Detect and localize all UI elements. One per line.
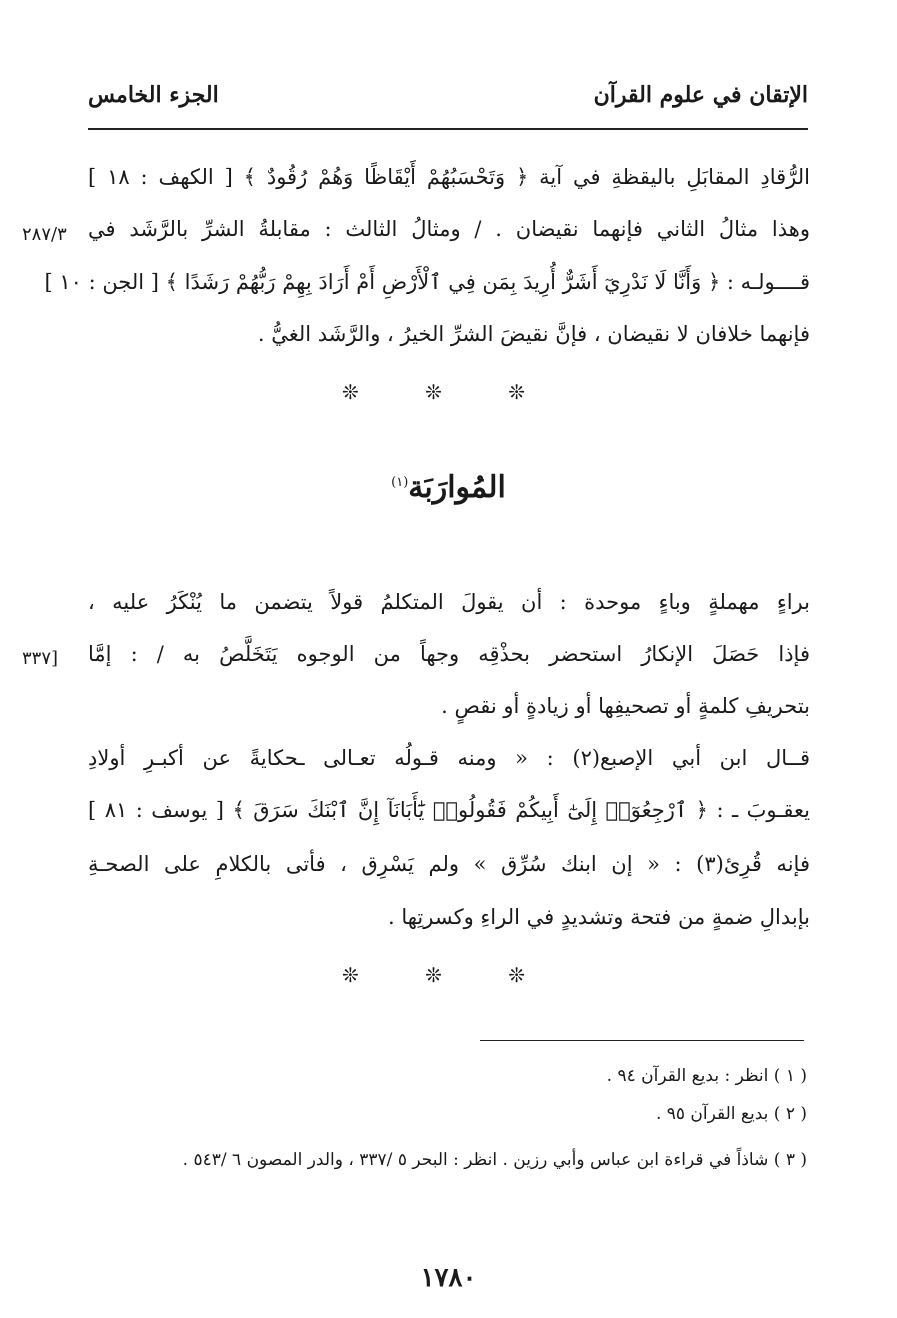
section-title-text: المُوارَبَة [408,470,506,505]
text-line: وهذا مثالُ الثاني فإنهما نقيضان . / ومثالُ الثالث : مقابلةُ الشرِّ بالرَّشَد في [88,217,810,241]
footnote: ( ٢ ) بديع القرآن ٩٥ . [655,1104,807,1124]
text-line: قــال ابن أبي الإصبع(٢) : « ومنه قـولُه تعـالى ـحكايةً عن أكبـرِ أولادِ [88,746,810,770]
section-separator: ❊ ❊ ❊ [342,963,555,987]
text-line: براءٍ مهملةٍ وباءٍ موحدة : أن يقولَ المتكلمُ قولاً يتضمن ما يُنْكَرُ عليه ، [88,590,810,614]
page-number: ١٧٨٠ [420,1263,477,1293]
volume-label: الجزء الخامس [88,82,219,108]
section-title [0,470,897,505]
footnote-rule [480,1040,804,1041]
text-line: فإنه قُرِئ(٣) : « إن ابنك سُرِّق » ولم يَسْرِق ، فأتى بالكلامِ على الصحـةِ [88,852,810,876]
section-separator: ❊ ❊ ❊ [342,380,555,404]
text-line: بإبدالِ ضمةٍ من فتحة وتشديدٍ في الراءِ وكسرتِها . [388,905,810,929]
margin-reference: [٣٣٧ [22,648,59,669]
text-line: قــــولـه : ﴿ وَأَنَّا لَا نَدْرِيٓ أَشَرٌّ أُرِيدَ بِمَن فِي ٱلْأَرْضِ أَمْ أَرَادَ بِهِمْ رَبُّهُمْ رَشَدًا ﴾ [ الجن : ١٠ ] [44,270,810,294]
text-line: فإنهما خلافان لا نقيضان ، فإنَّ نقيضَ الشرِّ الخيرُ ، والرَّشَد الغيُّ . [257,322,810,346]
text-line: يعقـوبَ ـ : ﴿ ٱرْجِعُوٓا۟ إِلَىٰٓ أَبِيكُمْ فَقُولُوا۟ يَٰٓأَبَانَآ إِنَّ ٱبْنَكَ سَرَقَ ﴾ [ يوسف : ٨١ ] [88,798,810,822]
footnote: ( ١ ) انظر : بديع القرآن ٩٤ . [606,1066,807,1086]
running-header [88,82,808,108]
margin-reference: ٢٨٧/٣ [22,224,67,245]
footnote: ( ٣ ) شاذاً في قراءة ابن عباس وأبي رزين . انظر : البحر ٥ /٣٣٧ ، والدر المصون ٦ /٥٤٣ . [182,1150,807,1170]
text-line: بتحريفِ كلمةٍ أو تصحيفِها أو زيادةٍ أو نقصٍ . [441,694,810,718]
text-line: فإذا حَصَلَ الإنكارُ استحضر بحذْقِه وجهاً من الوجوه يَتَخَلَّصُ به / : إمَّا [88,642,810,666]
text-line: الرُّقادِ المقابَلِ باليقظةِ في آية ﴿ وَتَحْسَبُهُمْ أَيْقَاظًا وَهُمْ رُقُودٌ ﴾ [ الكهف : ١٨ ] [88,165,810,189]
book-title: الإتقان في علوم القرآن [593,82,808,108]
title-footnote-marker: (١) [391,475,409,490]
header-rule [88,128,808,130]
